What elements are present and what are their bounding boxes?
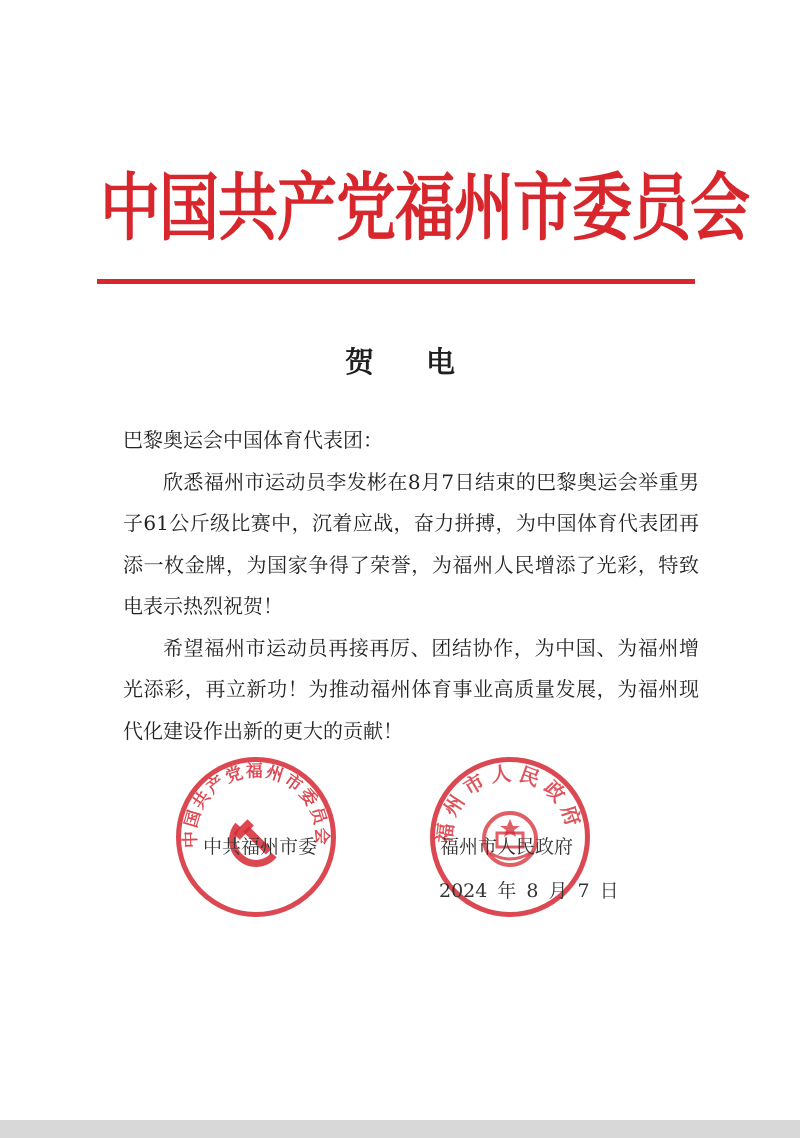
- date-day-unit: 日: [599, 880, 619, 902]
- letterhead-red-rule: [97, 279, 695, 284]
- date-year: 2024: [439, 880, 488, 902]
- date-day: 7: [577, 880, 590, 902]
- paragraph-hope: 希望福州市运动员再接再厉、团结协作，为中国、为福州增光添彩，再立新功！为推动福州体育事业高质量发展，为福州现代化建设作出新的更大的贡献！: [123, 635, 699, 743]
- date-month-unit: 月: [548, 880, 568, 902]
- signature-date: [439, 876, 619, 903]
- letterhead-title: 中国共产党福州市委员会: [100, 165, 749, 252]
- document-title: 贺电: [344, 345, 507, 379]
- page-bottom-edge: [0, 1120, 800, 1138]
- date-year-unit: 年: [497, 880, 517, 902]
- date-month: 8: [526, 880, 539, 902]
- signature-government: 福州市人民政府: [440, 836, 574, 858]
- government-seal-text: 福州市人民政府: [431, 760, 588, 845]
- signature-party-committee: 中共福州市委: [203, 836, 318, 858]
- party-seal-text: 中国共产党福州市委员会: [180, 761, 332, 849]
- paragraph-congratulation: 欣悉福州市运动员李发彬在8月7日结束的巴黎奥运会举重男子61公斤级比赛中，沉着应战，奋力拼搏，为中国体育代表团再添一枚金牌，为国家争得了荣誉，为福州人民增添了光彩，特致电表示热烈祝贺！: [123, 469, 699, 618]
- letter-body: [123, 420, 699, 752]
- salutation: 巴黎奥运会中国体育代表团：: [123, 428, 383, 452]
